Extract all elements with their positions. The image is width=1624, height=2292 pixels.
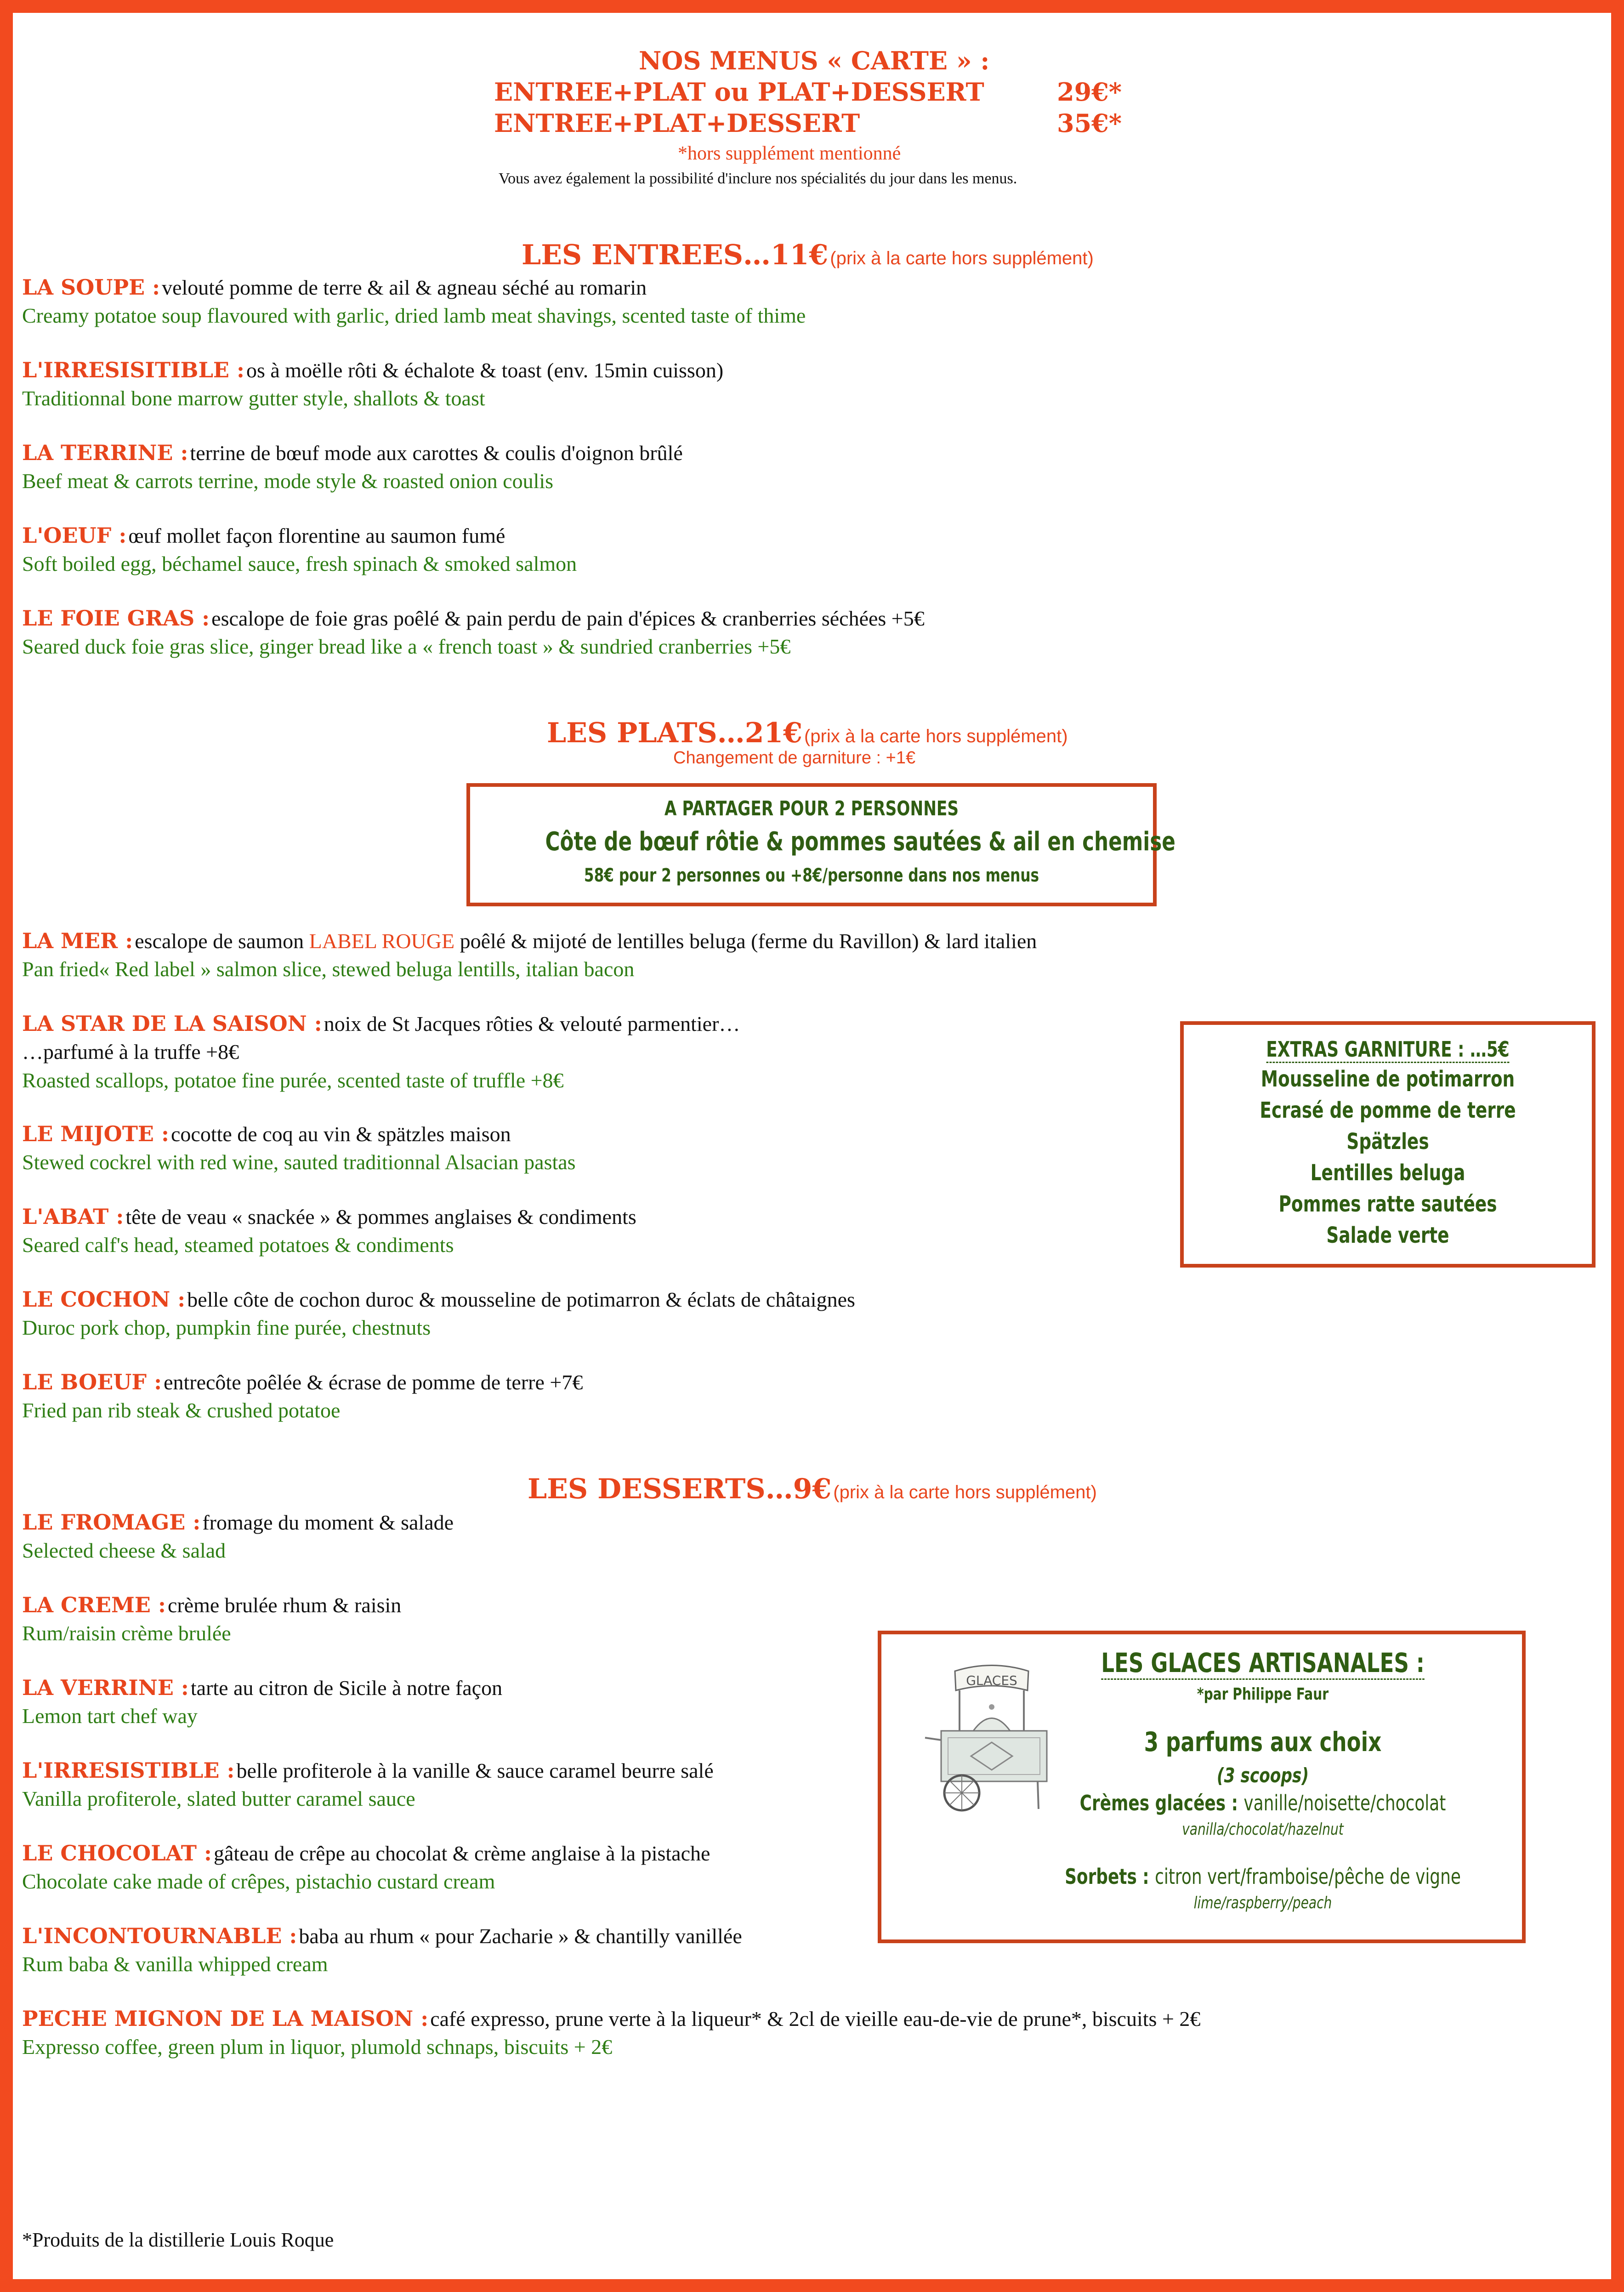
item-name: LE BOEUF :	[22, 1370, 162, 1394]
item-desc-en: Beef meat & carrots terrine, mode style & roasted onion coulis	[22, 469, 554, 493]
item-name: LA SOUPE :	[22, 275, 160, 300]
item-desc-en: Expresso coffee, green plum in liquor, plumold schnaps, biscuits + 2€	[22, 2035, 613, 2059]
item-desc-fr: œuf mollet façon florentine au saumon fumé	[128, 524, 505, 547]
menu2-label: ENTREE+PLAT+DESSERT	[494, 108, 860, 138]
dessert-item	[22, 1675, 502, 1700]
item-name: L'IRRESISITIBLE :	[22, 358, 244, 382]
label-rouge-text: LABEL ROUGE	[309, 929, 455, 953]
entree-item	[22, 606, 925, 631]
item-desc-fr: poêlé & mijoté de lentilles beluga (ferme du Ravillon) & lard italien	[454, 929, 1037, 953]
item-name: LA TERRINE :	[22, 440, 188, 465]
extras-box	[1180, 1021, 1596, 1268]
desserts-note: (prix à la carte hors supplément)	[833, 1482, 1097, 1502]
entrees-title: LES ENTREES…11€	[522, 239, 829, 271]
menus-title: NOS MENUS « CARTE » :	[639, 46, 990, 75]
item-desc-fr: escalope de foie gras poêlé & pain perdu de pain d'épices & cranberries séchées +5€	[211, 607, 925, 630]
entrees-heading	[522, 239, 1094, 271]
extras-item: Pommes ratte sautées	[1278, 1191, 1497, 1217]
plat-item	[22, 1370, 583, 1394]
item-desc-fr-cont: …parfumé à la truffe +8€	[22, 1040, 239, 1064]
glaces-title: LES GLACES ARTISANALES :	[1101, 1647, 1425, 1680]
cremes-label: Crèmes glacées :	[1079, 1791, 1238, 1815]
cart-sign-text: GLACES	[966, 1673, 1017, 1688]
share-box-line1: A PARTAGER POUR 2 PERSONNES	[664, 797, 959, 820]
glaces-cremes	[1058, 1791, 1467, 1815]
extras-item: Salade verte	[1326, 1223, 1449, 1248]
dessert-item	[22, 2006, 1200, 2031]
item-desc-fr: fromage du moment & salade	[202, 1511, 454, 1534]
menus-subnote: Vous avez également la possibilité d'inclure nos spécialités du jour dans les menus.	[499, 170, 1017, 187]
footer-note: *Produits de la distillerie Louis Roque	[22, 2229, 334, 2251]
item-desc-fr: entrecôte poêlée & écrase de pomme de terre +7€	[164, 1371, 583, 1394]
item-desc-fr: crème brulée rhum & raisin	[167, 1593, 402, 1617]
plat-item	[22, 1121, 511, 1146]
item-desc-en: Rum/raisin crème brulée	[22, 1621, 231, 1645]
item-desc-fr: os à moëlle rôti & échalote & toast (env. 15min cuisson)	[246, 358, 724, 382]
plat-item	[22, 1011, 740, 1036]
item-desc-fr: cocotte de coq au vin & spätzles maison	[170, 1122, 511, 1146]
share-box-line3: 58€ pour 2 personnes ou +8€/personne dans nos menus	[584, 865, 1039, 886]
plats-heading	[547, 717, 1068, 749]
dessert-item	[22, 1510, 454, 1535]
item-desc-fr: tête de veau « snackée » & pommes anglaises & condiments	[125, 1205, 636, 1228]
share-box	[466, 783, 1175, 906]
item-name: LA VERRINE :	[22, 1675, 189, 1700]
menu1-price: 29€*	[1057, 77, 1122, 107]
extras-item: Ecrasé de pomme de terre	[1260, 1098, 1516, 1123]
extras-item: Lentilles beluga	[1310, 1160, 1465, 1186]
item-desc-en: Duroc pork chop, pumpkin fine purée, chestnuts	[22, 1316, 431, 1339]
menu1-label: ENTREE+PLAT ou PLAT+DESSERT	[494, 77, 984, 107]
desserts-title: LES DESSERTS…9€	[528, 1473, 832, 1505]
entree-item	[22, 523, 505, 548]
item-name: LA CREME :	[22, 1592, 166, 1617]
item-name: LA STAR DE LA SAISON :	[22, 1011, 322, 1036]
item-desc-fr: velouté pomme de terre & ail & agneau séché au romarin	[162, 276, 647, 299]
item-desc-en: Vanilla profiterole, slated butter caramel sauce	[22, 1787, 415, 1810]
glaces-sorbets	[1058, 1864, 1467, 1889]
item-desc-fr: café expresso, prune verte à la liqueur* & 2cl de vieille eau-de-vie de prune*, biscuits + 2€	[430, 2007, 1201, 2030]
glaces-box	[878, 1631, 1526, 1943]
dessert-item	[22, 1592, 401, 1617]
glaces-choice: 3 parfums aux choix	[1144, 1726, 1382, 1757]
item-name: LE FROMAGE :	[22, 1510, 201, 1535]
item-desc-fr: noix de St Jacques rôties & velouté parmentier…	[324, 1012, 740, 1035]
item-desc-en: Fried pan rib steak & crushed potatoe	[22, 1399, 341, 1422]
item-name: L'IRRESISTIBLE :	[22, 1758, 235, 1783]
glaces-byline: *par Philippe Faur	[1197, 1685, 1329, 1704]
item-name: L'OEUF :	[22, 523, 127, 548]
menus-footnote: *hors supplément mentionné	[678, 143, 901, 164]
glaces-scoops: (3 scoops)	[1216, 1764, 1309, 1787]
item-desc-en: Traditionnal bone marrow gutter style, shallots & toast	[22, 387, 485, 410]
extras-item: Spätzles	[1346, 1129, 1429, 1155]
plats-note: (prix à la carte hors supplément)	[804, 726, 1068, 746]
item-name: LE MIJOTE :	[22, 1121, 169, 1146]
item-desc-fr: tarte au citron de Sicile à notre façon	[190, 1676, 503, 1700]
item-name: LE COCHON :	[22, 1287, 186, 1312]
item-desc-en: Stewed cockrel with red wine, sauted traditionnal Alsacian pastas	[22, 1150, 576, 1174]
entree-item	[22, 440, 683, 465]
item-name: LA MER :	[22, 928, 133, 953]
plats-subnote: Changement de garniture : +1€	[673, 748, 916, 768]
item-desc-en: Roasted scallops, potatoe fine purée, scented taste of truffle +8€	[22, 1069, 564, 1092]
item-name: PECHE MIGNON DE LA MAISON :	[22, 2006, 429, 2031]
ice-cream-cart-icon	[923, 1662, 1061, 1814]
item-desc-en: Rum baba & vanilla whipped cream	[22, 1952, 328, 1976]
item-desc-en: Creamy potatoe soup flavoured with garlic, dried lamb meat shavings, scented taste of thime	[22, 304, 806, 327]
extras-item: Mousseline de potimarron	[1261, 1066, 1515, 1092]
plat-item	[22, 928, 1037, 953]
item-desc-fr: gâteau de crêpe au chocolat & crème anglaise à la pistache	[214, 1842, 710, 1865]
item-desc-en: Seared duck foie gras slice, ginger bread like a « french toast » & sundried cranberries +5€	[22, 635, 791, 658]
item-desc-fr: belle côte de cochon duroc & mousseline de potimarron & éclats de châtaignes	[187, 1288, 855, 1311]
dessert-item	[22, 1758, 714, 1783]
item-name: LE FOIE GRAS :	[22, 606, 210, 631]
item-desc-fr: belle profiterole à la vanille & sauce caramel beurre salé	[236, 1759, 714, 1782]
item-desc-fr: escalope de saumon	[135, 929, 309, 953]
item-desc-en: Selected cheese & salad	[22, 1539, 226, 1562]
sorbets-en: lime/raspberry/peach	[1193, 1894, 1332, 1912]
entree-item	[22, 275, 647, 300]
item-desc-en: Pan fried« Red label » salmon slice, stewed beluga lentills, italian bacon	[22, 957, 635, 981]
item-desc-fr: terrine de bœuf mode aux carottes & coulis d'oignon brûlé	[190, 441, 683, 465]
plat-item	[22, 1204, 636, 1229]
plat-item	[22, 1287, 855, 1312]
item-desc-en: Seared calf's head, steamed potatoes & condiments	[22, 1233, 454, 1257]
entree-item	[22, 358, 723, 382]
cremes-flavors: vanille/noisette/chocolat	[1244, 1791, 1446, 1815]
menu2-price: 35€*	[1057, 108, 1122, 138]
share-box-line2: Côte de bœuf rôtie & pommes sautées & ail en chemise	[545, 827, 1175, 857]
sorbets-label: Sorbets :	[1065, 1864, 1149, 1889]
item-desc-fr: baba au rhum « pour Zacharie » & chantilly vanillée	[299, 1924, 742, 1948]
dessert-item	[22, 1841, 710, 1865]
plats-title: LES PLATS…21€	[547, 717, 802, 749]
item-name: L'INCONTOURNABLE :	[22, 1923, 297, 1948]
item-desc-en: Lemon tart chef way	[22, 1704, 198, 1728]
item-desc-en: Chocolate cake made of crêpes, pistachio custard cream	[22, 1870, 495, 1893]
entrees-note: (prix à la carte hors supplément)	[830, 248, 1094, 268]
item-name: LE CHOCOLAT :	[22, 1841, 212, 1865]
item-name: L'ABAT :	[22, 1204, 124, 1229]
item-desc-en: Soft boiled egg, béchamel sauce, fresh spinach & smoked salmon	[22, 552, 577, 575]
cremes-en: vanilla/chocolat/hazelnut	[1182, 1820, 1344, 1839]
desserts-heading	[528, 1473, 1097, 1505]
extras-title: EXTRAS GARNITURE : …5€	[1266, 1037, 1509, 1063]
sorbets-flavors: citron vert/framboise/pêche de vigne	[1155, 1864, 1461, 1889]
dessert-item	[22, 1923, 742, 1948]
